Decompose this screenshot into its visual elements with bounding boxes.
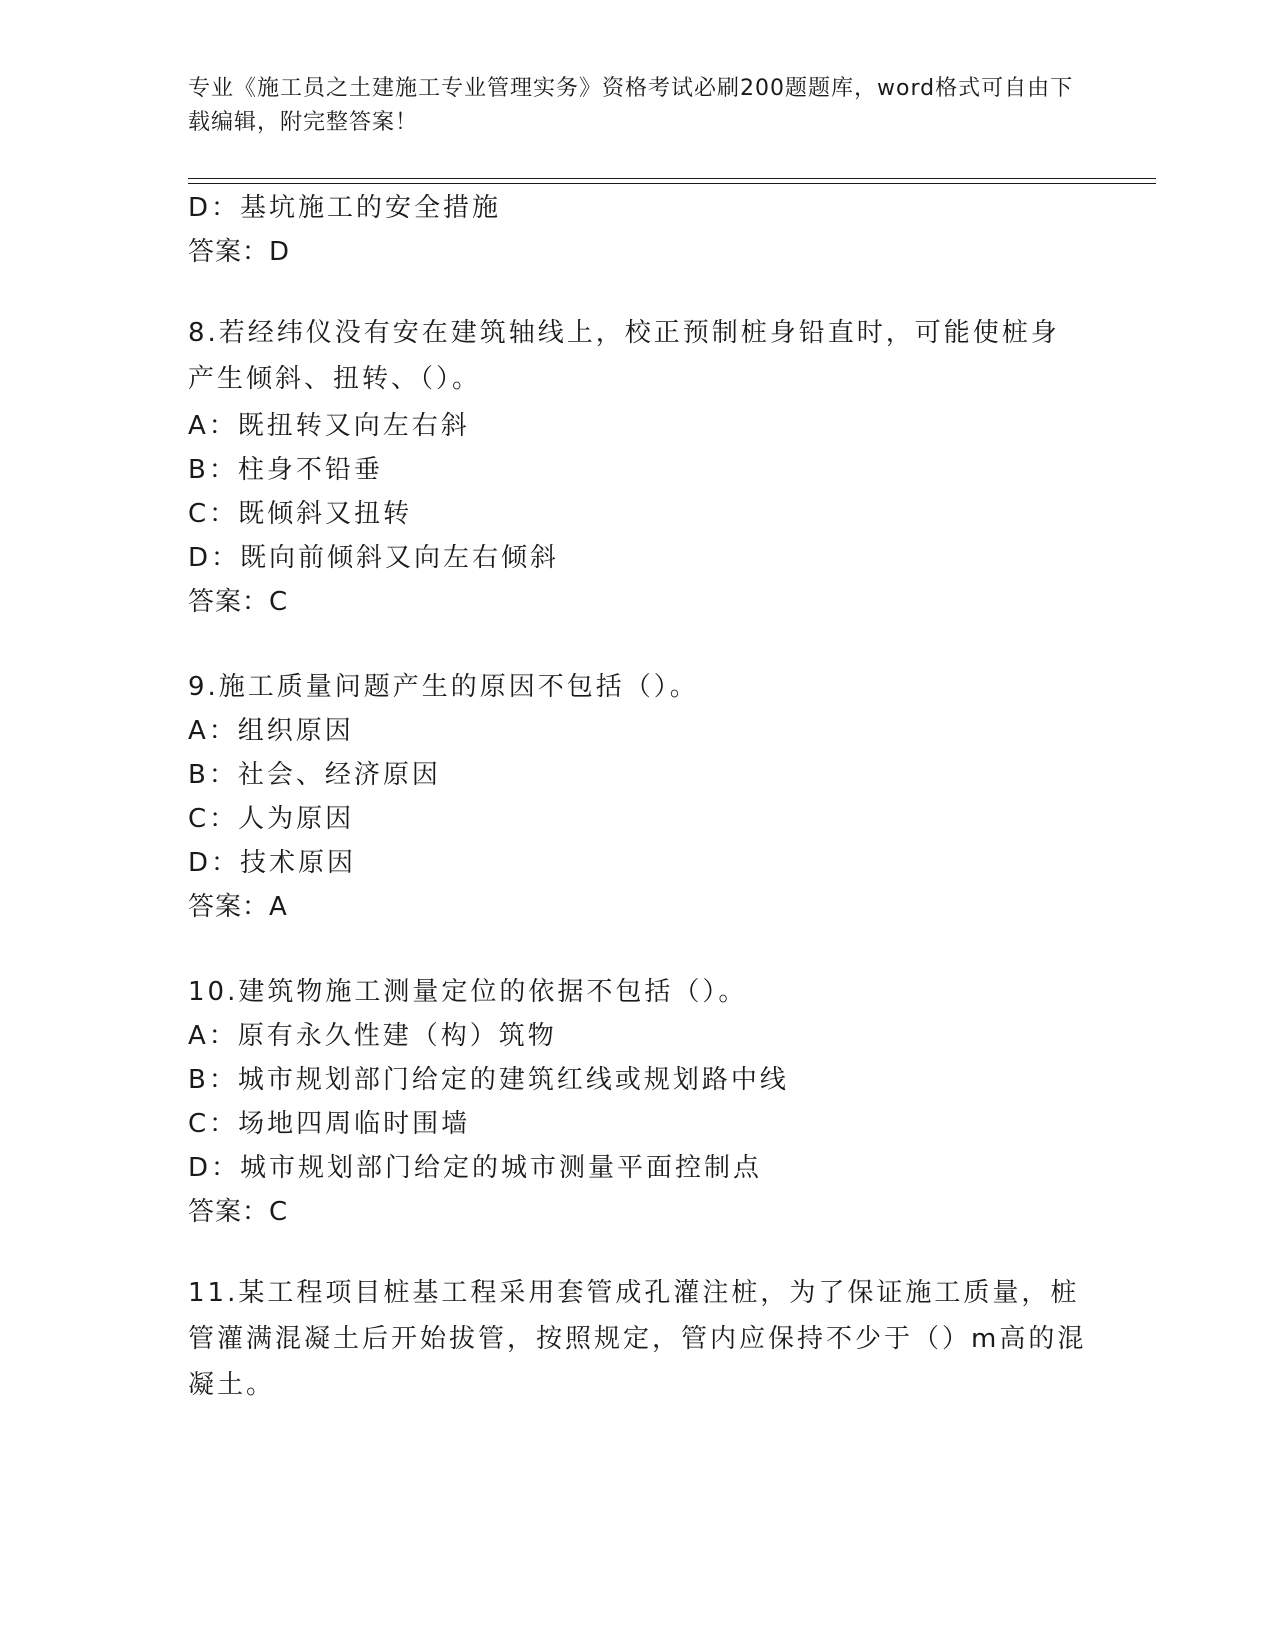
prev-answer: 答案：D (188, 237, 291, 267)
question-10-option-d: D：城市规划部门给定的城市测量平面控制点 (188, 1153, 763, 1183)
question-8-option-a: A：既扭转又向左右斜 (188, 411, 470, 441)
question-8-stem: 8.若经纬仪没有安在建筑轴线上，校正预制桩身铅直时，可能使桩身产生倾斜、扭转、（）。 (188, 318, 1060, 394)
header-divider-bottom (188, 183, 1156, 184)
question-8-option-c: C：既倾斜又扭转 (188, 499, 413, 529)
question-8-option-d: D：既向前倾斜又向左右倾斜 (188, 543, 560, 573)
question-8-answer: 答案：C (188, 587, 289, 617)
question-9-option-d: D：技术原因 (188, 848, 357, 878)
question-9-stem: 9.施工质量问题产生的原因不包括（）。 (188, 672, 699, 702)
header-divider-top (188, 178, 1156, 179)
prev-option-d: D：基坑施工的安全措施 (188, 193, 502, 223)
question-9-option-b: B：社会、经济原因 (188, 760, 441, 790)
document-header: 专业《施工员之土建施工专业管理实务》资格考试必刷200题题库，word格式可自由下载编辑，附完整答案！ (188, 76, 1074, 135)
question-10-answer: 答案：C (188, 1197, 289, 1227)
question-9-option-c: C：人为原因 (188, 804, 355, 834)
question-9-option-a: A：组织原因 (188, 716, 354, 746)
question-11-stem: 11.某工程项目桩基工程采用套管成孔灌注桩，为了保证施工质量，桩管灌满混凝土后开始拔管，按照规定，管内应保持不少于（）m高的混凝土。 (188, 1278, 1087, 1400)
question-10-stem: 10.建筑物施工测量定位的依据不包括（）。 (188, 977, 748, 1007)
question-10-option-a: A：原有永久性建（构）筑物 (188, 1021, 557, 1051)
question-10-option-c: C：场地四周临时围墙 (188, 1109, 471, 1139)
question-8-option-b: B：柱身不铅垂 (188, 455, 383, 485)
question-9-answer: 答案：A (188, 892, 288, 922)
question-10-option-b: B：城市规划部门给定的建筑红线或规划路中线 (188, 1065, 789, 1095)
